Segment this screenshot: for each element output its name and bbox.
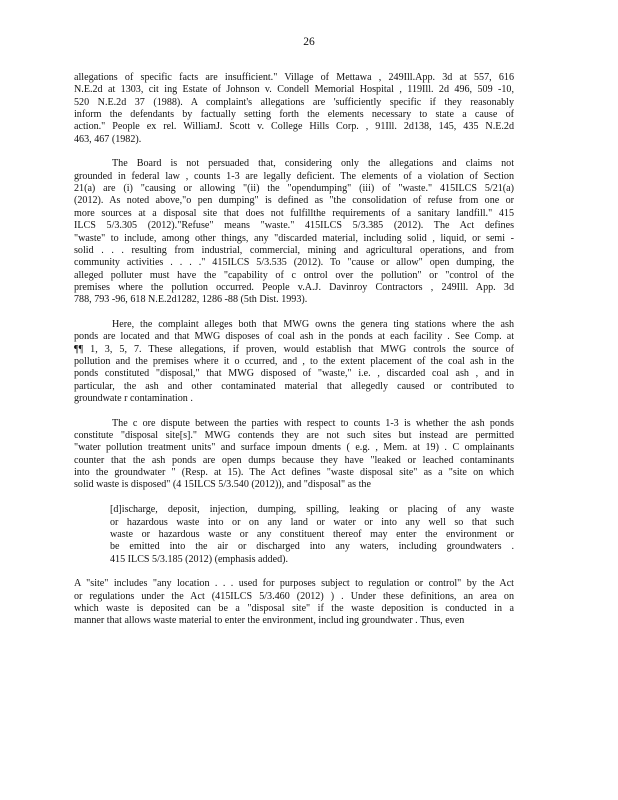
text-line: The Board is not persuaded that, considering only the allegations and claims not	[112, 158, 514, 170]
text-line: ILCS 5/3.305 (2012)."Refuse" means "waste." 415ILCS 5/3.385 (2012). The Act defines	[74, 220, 514, 232]
text-line: more sources at a disposal site that does not fulfillthe requirements of a sanitary landfill." 415	[74, 207, 514, 219]
paragraph-case-citations	[74, 72, 514, 146]
text-line: solid . . . resulting from industrial, commercial, mining and agricultural operations, and from	[74, 244, 514, 256]
text-line: counter that the ash ponds are open dumps because they have "leaked or leached contaminants	[74, 454, 514, 466]
paragraph-board-analysis	[74, 158, 514, 306]
text-line: 520 N.E.2d 37 (1988). A complaint's allegations are 'sufficiently specific if they reasonably	[74, 96, 514, 108]
text-line: constitute "disposal site[s]." MWG contends they are not such sites but instead are permitted	[74, 430, 514, 442]
text-line: [d]ischarge, deposit, injection, dumping, spilling, leaking or placing of any waste	[110, 504, 514, 516]
text-line: waste or hazardous waste or any constituent thereof may enter the environment or	[110, 528, 514, 540]
page-number: 26	[303, 36, 315, 48]
text-line: "water pollution treatment units" and surface impoun dments ( e.g. , Mem. at 19) . C omplainants	[74, 442, 514, 454]
text-line: allegations of specific facts are insufficient." Village of Mettawa , 249Ill.App. 3d at 557, 616	[74, 72, 514, 83]
text-line: A "site" includes "any location . . . used for purposes subject to regulation or control" by the Act	[74, 578, 514, 590]
text-line: community activities . . . ." 415ILCS 5/3.535 (2012). To "cause or allow" open dumping, the	[74, 257, 514, 269]
text-line: ¶¶ 1, 3, 5, 7. These allegations, if proven, would establish that MWG controls the source of	[74, 343, 514, 355]
text-line: pollution and the premises where it o ccurred, and , to the extent placement of the coal ash in the	[74, 356, 514, 367]
paragraph-complaint-allegations	[74, 319, 514, 405]
text-line: Here, the complaint alleges both that MWG owns the genera ting stations where the ash	[112, 318, 514, 330]
document-body	[74, 72, 514, 640]
text-line: 788, 793 -96, 618 N.E.2d1282, 1286 -88 (5th Dist. 1993).	[74, 294, 308, 306]
text-line: inform the defendants by factually setting forth the elements necessary to state a cause of	[74, 109, 514, 121]
text-line: action." People ex rel. WilliamJ. Scott v. College Hills Corp. , 91Ill. 2d138, 145, 435 N.E.2d	[74, 121, 514, 133]
text-line: grounded in federal law , counts 1-3 are legally deficient. The elements of a violation of Section	[74, 170, 514, 182]
block-quote-disposal-definition	[110, 504, 514, 566]
text-line: or regulations under the Act (415ILCS 5/3.460 (2012) ) . Under these definitions, an area on	[74, 590, 514, 602]
text-line: which waste is deposited can be a "disposal site" if the waste deposition is conducted in a	[74, 603, 514, 615]
paragraph-site-definition	[74, 578, 514, 627]
text-line: alleged polluter must have the "capability of c ontrol over the pollution" or "control of the	[74, 269, 514, 281]
text-line: manner that allows waste material to enter the environment, includ ing groundwater . Thus, even	[74, 615, 465, 627]
text-line: be emitted into the air or discharged into any waters, including groundwaters .	[110, 541, 514, 553]
paragraph-core-dispute	[74, 418, 514, 492]
text-line: or hazardous waste into or on any land or water or into any well so that such	[110, 516, 514, 528]
text-line: N.E.2d at 1303, cit ing Estate of Johnson v. Condell Memorial Hospital , 119Ill. 2d 496, 509 -10,	[74, 84, 514, 96]
text-line: 415 ILCS 5/3.185 (2012) (emphasis added).	[110, 553, 289, 565]
text-line: ponds are located and that MWG disposes of coal ash in the ponds at each facility . See Comp. at	[74, 331, 514, 343]
text-line: 463, 467 (1982).	[74, 133, 142, 145]
text-line: The c ore dispute between the parties with respect to counts 1-3 is whether the ash ponds	[112, 417, 514, 429]
text-line: (2012). As noted above,"o pen dumping" is defined as "the consolidation of refuse from one or	[74, 195, 514, 207]
text-line: groundwate r contamination .	[74, 393, 193, 405]
text-line: 21(a) are (i) "causing or allowing "(ii) the "opendumping" (iii) of "waste." 415ILCS 5/21(a)	[74, 183, 514, 195]
text-line: particular, the ash and other contaminated material that allegedly caused or contributed to	[74, 380, 514, 392]
text-line: "waste" to include, among other things, any "discarded material, including solid , liquid, or semi -	[74, 232, 514, 244]
text-line: premises where the pollution occurred. People v.A.J. Davinroy Contractors , 249Ill. App. 3d	[74, 281, 514, 293]
text-line: ponds constituted "disposal," that MWG disposed of "waste," i.e. , discarded coal ash , and in	[74, 368, 514, 380]
text-line: solid waste is disposed" (4 15ILCS 5/3.540 (2012)), and "disposal" as the	[74, 479, 371, 491]
text-line: into the groundwater " (Resp. at 15). The Act defines "waste disposal site" as a "site on which	[74, 467, 514, 479]
